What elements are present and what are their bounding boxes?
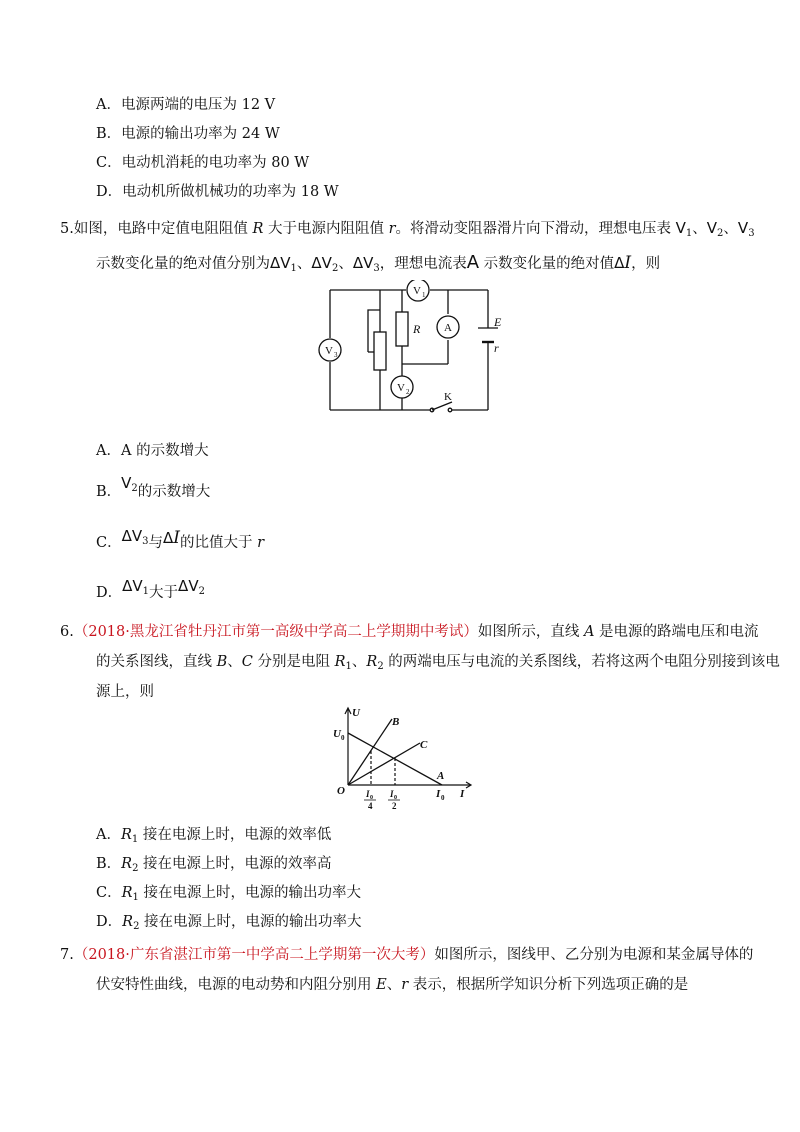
q7-source: （2018·广东省湛江市第一中学高二上学期第一次大考） xyxy=(73,947,435,963)
q6-source: （2018·黑龙江省牡丹江市第一高级中学高二上学期期中考试） xyxy=(73,624,478,640)
q6-fig-label-quarter-num-sub: 0 xyxy=(370,795,373,801)
q6-option-b: B．$R_2$ 接在电源上时，电源的效率高 xyxy=(96,856,332,874)
q5-fig-label-v3: V xyxy=(325,345,333,357)
q6-line-c xyxy=(348,743,420,785)
q5-fig-label-e: E xyxy=(494,315,502,329)
q6-line-1: 6.（2018·黑龙江省牡丹江市第一高级中学高二上学期期中考试）如图所示，直线 A 是电源的路端电压和电流 xyxy=(60,624,759,640)
q6-line-b xyxy=(348,719,392,785)
q6-fig-label-half-num: I xyxy=(390,789,394,799)
q6-fig-label-i: I xyxy=(460,788,465,800)
q4-option-c: C．电动机消耗的电功率为 80 W xyxy=(96,155,310,171)
q6-fig-label-u0: U xyxy=(333,728,341,740)
q5-fig-label-v1: V xyxy=(413,285,421,297)
q6-option-a: A．$R_1$ 接在电源上时，电源的效率低 xyxy=(96,827,332,845)
q6-line-3: 源上，则 xyxy=(96,684,154,700)
q5-fig-label-v3-sub: 3 xyxy=(334,351,338,359)
q5-fig-label-r: R xyxy=(413,322,421,336)
q5-fig-label-v2: V xyxy=(397,382,405,394)
q7-line-2: 伏安特性曲线，电源的电动势和内阻分别用 E、r 表示，根据所学知识分析下列选项正确的是 xyxy=(96,977,689,993)
q5-fig-label-v2-sub: 2 xyxy=(406,388,410,396)
q6-fig-label-half-num-sub: 0 xyxy=(394,795,397,801)
q6-fig-label-i0: I xyxy=(436,788,441,800)
q5-fig-label-v1-sub: 1 xyxy=(422,291,426,299)
q5-fig-label-a: A xyxy=(444,322,452,334)
q6-fig-label-c: C xyxy=(420,739,428,751)
q5-option-c: C．$\Delta V_3$与ΔI的比值大于 r xyxy=(96,527,265,551)
q4-option-a: A．电源两端的电压为 12 V xyxy=(96,97,276,113)
q6-option-c: C．$R_1$ 接在电源上时，电源的输出功率大 xyxy=(96,885,362,903)
q6-fig-label-u0-sub: 0 xyxy=(341,734,345,742)
q5-option-d: D．$\Delta V_1$大于$\Delta V_2$ xyxy=(96,577,205,601)
q5-option-b: B．$V_2$的示数增大 xyxy=(96,474,211,500)
q6-fig-label-i0-sub: 0 xyxy=(441,794,445,802)
q6-fig-label-quarter-num: I xyxy=(366,789,370,799)
q4-option-d: D．电动机所做机械功的功率为 18 W xyxy=(96,184,339,200)
q5-circuit-diagram xyxy=(318,280,508,415)
q6-fig-label-u: U xyxy=(352,707,360,719)
q6-fig-label-b: B xyxy=(392,716,400,728)
q6-fig-label-a: A xyxy=(437,770,445,782)
q6-line-2: 的关系图线，直线 B、C 分别是电阻 $R_1$、$R_2$ 的两端电压与电流的关系图线，若将这两个电阻分别接到该电 xyxy=(96,654,780,672)
q5-fig-label-k: K xyxy=(444,391,452,403)
q6-number: 6. xyxy=(60,624,74,640)
q6-fig-label-o: O xyxy=(337,785,345,797)
q5-number: 5. xyxy=(60,221,74,237)
q5-line-2: 示数变化量的绝对值分别为$\Delta V_1$、$\Delta V_2$、$\Delta V_3$，理想电流表A 示数变化量的绝对值ΔI，则 xyxy=(96,252,661,274)
q6-fig-label-quarter-den: 4 xyxy=(368,801,373,811)
q6-option-d: D．$R_2$ 接在电源上时，电源的输出功率大 xyxy=(96,914,362,932)
q4-option-b: B．电源的输出功率为 24 W xyxy=(96,126,280,142)
q6-fig-label-half-den: 2 xyxy=(392,801,397,811)
q5-line-1: 5.如图，电路中定值电阻阻值 R 大于电源内阻阻值 r。将滑动变阻器滑片向下滑动，理想电压表 $V_1$、$V_2$、$V_3$ xyxy=(60,219,755,239)
q7-number: 7. xyxy=(60,947,74,963)
q5-option-a: A．A 的示数增大 xyxy=(96,443,209,459)
q7-line-1: 7.（2018·广东省湛江市第一中学高二上学期第一次大考）如图所示，图线甲、乙分别为电源和某金属导体的 xyxy=(60,947,754,963)
q5-fig-label-r-internal: r xyxy=(494,341,499,355)
q6-ui-graph xyxy=(330,705,478,815)
